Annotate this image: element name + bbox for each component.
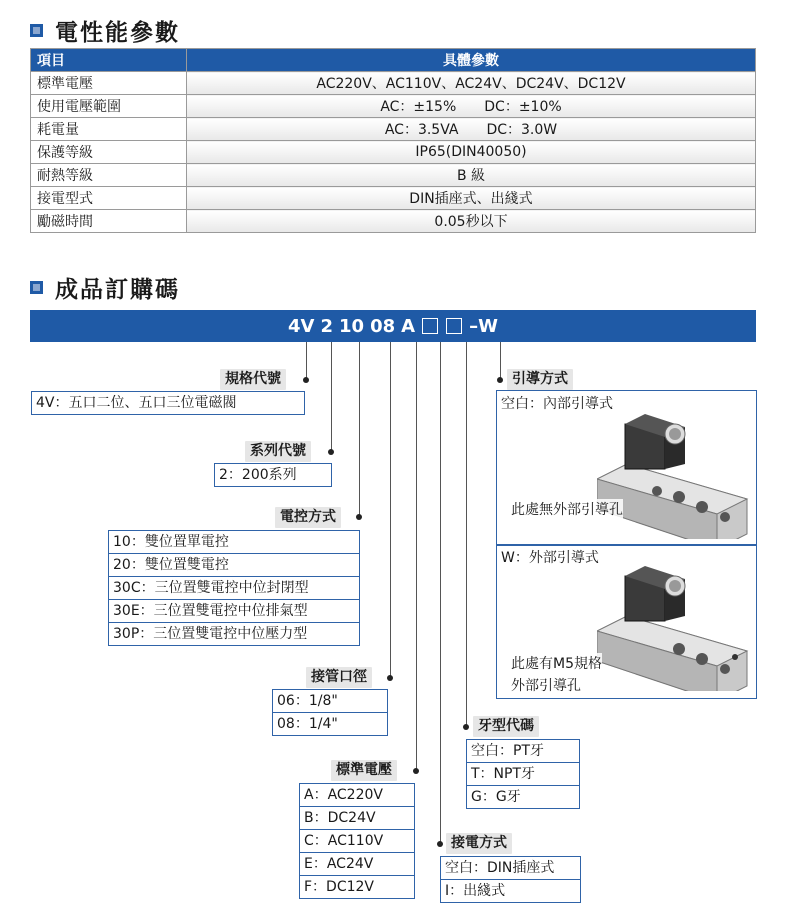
voltage-options <box>299 783 415 899</box>
table-header-params: 具體參數 <box>187 49 756 72</box>
connector-dot <box>356 514 362 520</box>
connector-line <box>416 342 417 772</box>
control-options <box>108 530 360 646</box>
table-cell: AC：3.5VA DC：3.0W <box>187 118 756 141</box>
table-cell: AC：±15% DC：±10% <box>187 95 756 118</box>
table-row <box>31 95 756 118</box>
code-part-port: 08 <box>370 315 396 337</box>
connector-line <box>500 342 501 380</box>
connector-line <box>466 342 467 726</box>
list-item: 30C：三位置雙電控中位封閉型 <box>109 577 359 600</box>
list-item: E：AC24V <box>300 853 414 876</box>
order-section-title <box>30 271 180 304</box>
table-cell: 耐熱等級 <box>31 164 187 187</box>
square-bullet-icon <box>30 281 43 294</box>
table-row <box>31 164 756 187</box>
order-code-banner <box>30 310 756 342</box>
connector-line <box>390 342 391 678</box>
table-cell: 接電型式 <box>31 187 187 210</box>
wiring-label: 接電方式 <box>446 833 512 854</box>
table-header-row <box>31 49 756 72</box>
connector-dot <box>413 768 419 774</box>
code-part-voltage: A <box>401 315 416 337</box>
wiring-options <box>440 856 581 903</box>
internal-pilot-caption: 空白：內部引導式 <box>501 396 613 412</box>
connector-line <box>440 342 441 844</box>
connector-dot <box>437 841 443 847</box>
connector-line <box>306 342 307 380</box>
list-item: 空白：PT牙 <box>467 740 579 763</box>
solenoid-valve-external-image <box>597 561 755 691</box>
table-cell: 0.05秒以下 <box>187 210 756 233</box>
thread-label: 牙型代碼 <box>473 716 539 737</box>
list-item: 20：雙位置雙電控 <box>109 554 359 577</box>
series-code-options <box>214 463 332 487</box>
series-code-label: 系列代號 <box>245 441 311 462</box>
spec-code-label: 規格代號 <box>220 369 286 390</box>
list-item: T：NPT牙 <box>467 763 579 786</box>
connector-line <box>359 342 360 517</box>
solenoid-valve-internal-image <box>597 409 755 539</box>
connector-dot <box>497 377 503 383</box>
connector-line <box>331 342 332 452</box>
connector-dot <box>303 377 309 383</box>
panel-divider <box>497 544 756 546</box>
list-item: 2：200系列 <box>219 467 297 483</box>
code-part-control: 10 <box>339 315 365 337</box>
code-part-suffix: –W <box>469 315 498 337</box>
list-item: I：出綫式 <box>445 883 506 899</box>
electrical-section-title <box>30 14 180 47</box>
code-part-spec: 4V <box>288 315 315 337</box>
table-cell: IP65(DIN40050) <box>187 141 756 164</box>
table-row <box>31 187 756 210</box>
electrical-spec-table <box>30 48 756 233</box>
thread-options <box>466 739 580 809</box>
order-title-text: 成品訂購碼 <box>55 277 180 303</box>
external-pilot-note-line1: 此處有M5規格 <box>511 653 602 673</box>
port-options <box>272 689 388 736</box>
external-pilot-caption: W：外部引導式 <box>501 550 599 566</box>
list-item: 空白：DIN插座式 <box>441 857 580 880</box>
table-cell: 保護等級 <box>31 141 187 164</box>
electrical-title-text: 電性能參數 <box>55 20 180 46</box>
table-cell: 耗電量 <box>31 118 187 141</box>
pilot-illustration-panel <box>496 390 757 699</box>
external-pilot-note-line2: 外部引導孔 <box>511 675 581 695</box>
list-item: 30E：三位置雙電控中位排氣型 <box>109 600 359 623</box>
table-header-item: 項目 <box>31 49 187 72</box>
control-label: 電控方式 <box>275 507 341 528</box>
list-item: 10：雙位置單電控 <box>109 531 359 554</box>
pilot-label: 引導方式 <box>507 369 573 390</box>
list-item: C：AC110V <box>300 830 414 853</box>
list-item: 30P：三位置雙電控中位壓力型 <box>113 626 308 642</box>
list-item: 4V：五口二位、五口三位電磁閥 <box>36 395 237 411</box>
placeholder-box-icon <box>446 318 462 334</box>
list-item: G：G牙 <box>471 789 521 805</box>
table-cell: B 級 <box>187 164 756 187</box>
code-part-series: 2 <box>320 315 334 337</box>
list-item: B：DC24V <box>300 807 414 830</box>
internal-pilot-note: 此處無外部引導孔 <box>511 499 623 519</box>
list-item: 06：1/8" <box>273 690 387 713</box>
table-row <box>31 141 756 164</box>
table-row <box>31 210 756 233</box>
table-cell: 使用電壓範圍 <box>31 95 187 118</box>
table-cell: 勵磁時間 <box>31 210 187 233</box>
port-label: 接管口徑 <box>306 667 372 688</box>
voltage-label: 標準電壓 <box>331 760 397 781</box>
list-item: A：AC220V <box>300 784 414 807</box>
table-cell: DIN插座式、出綫式 <box>187 187 756 210</box>
connector-dot <box>463 724 469 730</box>
spec-code-options <box>31 391 305 415</box>
table-row <box>31 118 756 141</box>
placeholder-box-icon <box>422 318 438 334</box>
list-item: 08：1/4" <box>277 716 338 732</box>
connector-dot <box>328 449 334 455</box>
connector-dot <box>387 675 393 681</box>
table-cell: 標準電壓 <box>31 72 187 95</box>
table-cell: AC220V、AC110V、AC24V、DC24V、DC12V <box>187 72 756 95</box>
list-item: F：DC12V <box>304 879 374 895</box>
square-bullet-icon <box>30 24 43 37</box>
table-row <box>31 72 756 95</box>
